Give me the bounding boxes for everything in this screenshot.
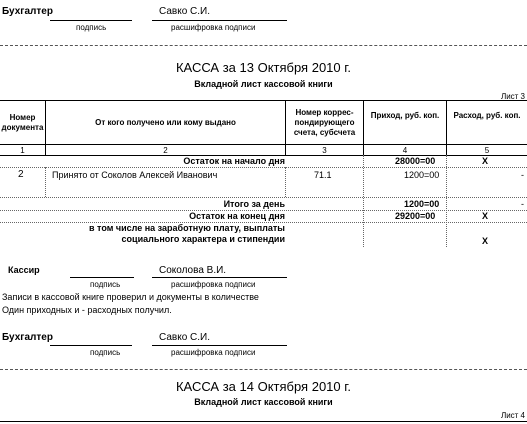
page1-sheet-number: Лист 3 bbox=[500, 92, 525, 101]
header-expense: Расход, руб. коп. bbox=[453, 111, 521, 120]
total-expense: - bbox=[521, 199, 524, 209]
row-divider bbox=[0, 197, 527, 198]
row-correspondent: 71.1 bbox=[314, 170, 332, 180]
top-name-line bbox=[152, 20, 287, 21]
page2-sheet-number: Лист 4 bbox=[500, 411, 525, 420]
page2-subtitle: Вкладной лист кассовой книги bbox=[194, 397, 333, 407]
page-separator bbox=[0, 45, 527, 46]
col-number: 1 bbox=[20, 145, 25, 155]
row-col-divider bbox=[363, 155, 364, 247]
bottom-signature-line bbox=[50, 345, 132, 346]
page1-subtitle: Вкладной лист кассовой книги bbox=[194, 79, 333, 89]
top-signer-role: Бухгалтер bbox=[2, 6, 53, 17]
bottom-name-line bbox=[152, 345, 287, 346]
cashier-name-line bbox=[152, 277, 287, 278]
top-signer-name: Савко С.И. bbox=[159, 6, 211, 17]
opening-balance-label: Остаток на начало дня bbox=[183, 156, 285, 166]
col-number: 3 bbox=[322, 145, 327, 155]
top-signature-line bbox=[50, 20, 132, 21]
bottom-signer-name: Савко С.И. bbox=[159, 332, 211, 343]
verification-note-line1: Записи в кассовой книге проверил и документы в количестве bbox=[2, 292, 259, 302]
total-label: Итого за день bbox=[223, 199, 285, 209]
page2-title: КАССА за 14 Октября 2010 г. bbox=[175, 379, 352, 394]
cashier-name: Соколова В.И. bbox=[159, 265, 227, 276]
closing-balance-expense: Х bbox=[482, 211, 489, 221]
col-number: 4 bbox=[402, 145, 408, 155]
cashier-decode-caption: расшифровка подписи bbox=[171, 280, 256, 289]
header-doc-number: Номер документа bbox=[1, 112, 44, 132]
row-col-divider bbox=[45, 167, 46, 197]
closing-balance-label: Остаток на конец дня bbox=[189, 211, 285, 221]
bottom-sign-caption: подпись bbox=[90, 348, 121, 357]
opening-balance-expense: Х bbox=[482, 156, 489, 166]
header-income: Приход, руб. коп. bbox=[370, 111, 440, 120]
closing-balance-income: 29200=00 bbox=[395, 211, 436, 221]
col-number: 5 bbox=[484, 145, 490, 155]
col-number: 2 bbox=[163, 145, 168, 155]
cashier-sign-caption: подпись bbox=[90, 280, 121, 289]
cashier-role: Кассир bbox=[8, 265, 40, 275]
row-doc-number: 2 bbox=[18, 169, 24, 180]
row-col-divider bbox=[446, 155, 447, 247]
opening-balance-income: 28000=00 bbox=[395, 156, 436, 166]
row-expense: - bbox=[521, 170, 524, 180]
top-decode-caption: расшифровка подписи bbox=[171, 23, 256, 32]
row-income: 1200=00 bbox=[404, 170, 440, 180]
total-income: 1200=00 bbox=[404, 199, 440, 209]
salary-expense: Х bbox=[482, 236, 489, 246]
row-who: Принято от Соколов Алексей Иванович bbox=[52, 170, 218, 180]
page2-table-top-border bbox=[0, 421, 527, 422]
header-who: От кого получено или кому выдано bbox=[95, 118, 236, 127]
salary-label: в том числе на заработную плату, выплаты социального характера и стипендии bbox=[89, 223, 285, 244]
cashier-signature-line bbox=[70, 277, 134, 278]
header-correspondent: Номер коррес- пондирующего счета, субсчета bbox=[293, 107, 356, 137]
bottom-decode-caption: расшифровка подписи bbox=[171, 348, 256, 357]
top-sign-caption: подпись bbox=[76, 23, 107, 32]
verification-note-line2: Один приходных и - расходных получил. bbox=[2, 305, 172, 315]
page-separator bbox=[0, 369, 527, 370]
row-divider bbox=[0, 167, 527, 168]
bottom-signer-role: Бухгалтер bbox=[2, 332, 53, 343]
row-col-divider bbox=[285, 167, 286, 197]
page1-title: КАССА за 13 Октября 2010 г. bbox=[175, 60, 352, 75]
